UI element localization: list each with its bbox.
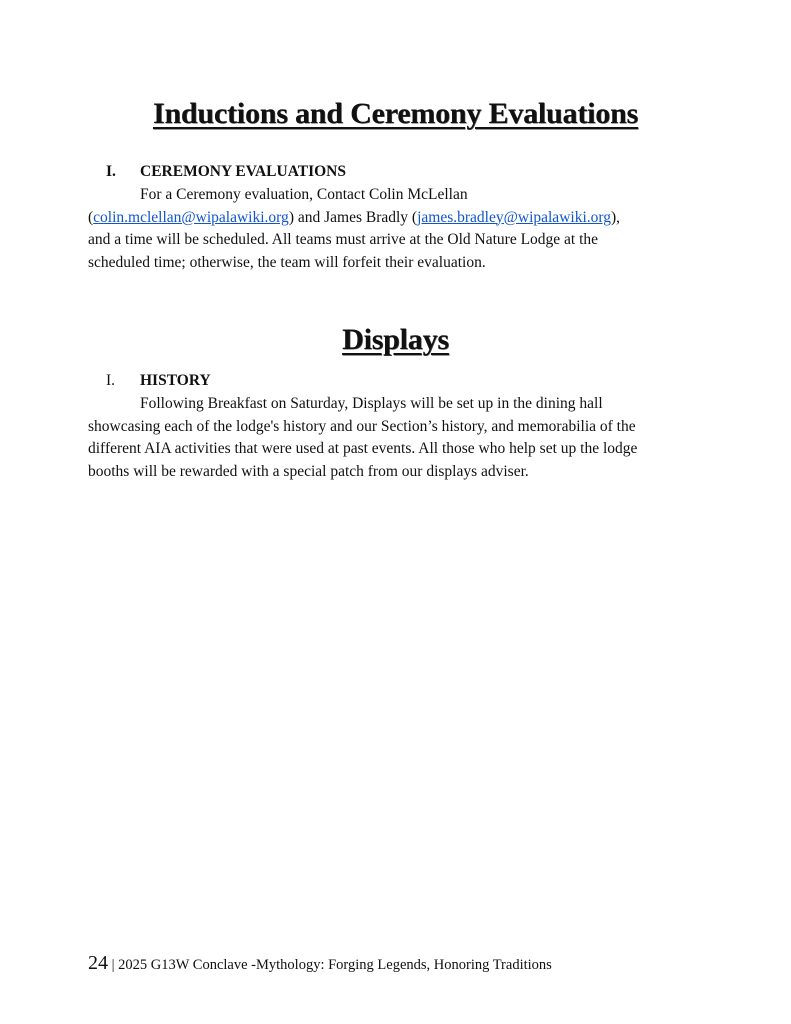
paragraph-line: booths will be rewarded with a special patch from our displays adviser. <box>88 462 529 480</box>
paragraph-line: Following Breakfast on Saturday, Displays will be set up in the dining hall <box>140 395 603 412</box>
page-footer <box>88 952 552 975</box>
text: ), <box>611 208 621 226</box>
paragraph-line: showcasing each of the lodge's history and our Section’s history, and memorabilia of the <box>88 417 636 435</box>
footer-title: 2025 G13W Conclave -Mythology: Forging Legends, Honoring Traditions <box>118 957 552 973</box>
page-number: 24 <box>88 952 108 974</box>
ceremony-evaluations-paragraph <box>88 184 708 274</box>
item-numeral: I. <box>106 163 116 180</box>
item-heading-ceremony-evaluations: CEREMONY EVALUATIONS <box>140 163 346 180</box>
email-link-james[interactable]: james.bradley@wipalawiki.org <box>417 208 612 226</box>
paragraph-line: different AIA activities that were used at past events. All those who help set up the lodge <box>88 440 638 457</box>
section-title-displays: Displays <box>342 323 449 356</box>
text: ) and James Bradly ( <box>288 208 418 226</box>
email-link-colin[interactable]: colin.mclellan@wipalawiki.org <box>93 208 289 226</box>
paragraph-line: and a time will be scheduled. All teams must arrive at the Old Nature Lodge at the <box>88 231 599 248</box>
history-paragraph <box>88 393 708 483</box>
text: ( <box>88 208 94 226</box>
paragraph-line: scheduled time; otherwise, the team will forfeit their evaluation. <box>88 253 486 271</box>
item-heading-history: HISTORY <box>140 372 211 389</box>
footer-separator: | <box>108 957 119 973</box>
item-numeral: I. <box>106 372 116 389</box>
paragraph-line <box>88 207 708 230</box>
section-title-inductions: Inductions and Ceremony Evaluations <box>152 97 639 130</box>
paragraph-line: For a Ceremony evaluation, Contact Colin McLellan <box>140 186 468 203</box>
